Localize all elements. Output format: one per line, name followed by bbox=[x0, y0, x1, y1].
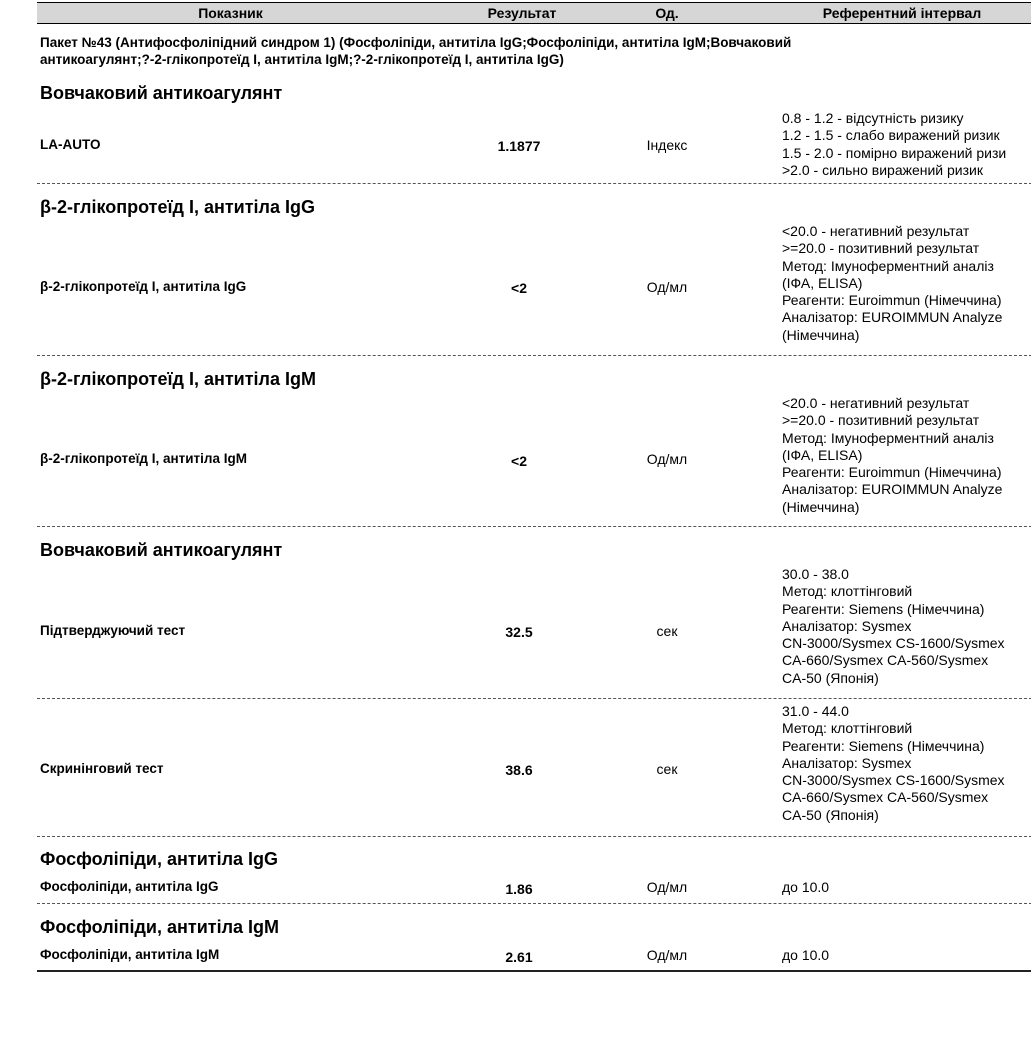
reference-line: CA-660/Sysmex CA-560/Sysmex bbox=[782, 789, 989, 806]
test-result: 2.61 bbox=[505, 949, 533, 965]
section-title: Фосфолiпiди, антитiла IgG bbox=[40, 849, 279, 869]
section-title: Вовчаковий антикоагулянт bbox=[40, 83, 283, 103]
reference-line: >2.0 - сильно виражений ризик bbox=[782, 161, 983, 178]
reference-interval bbox=[782, 703, 1005, 824]
reference-line: CA-50 (Японiя) bbox=[782, 806, 879, 823]
table-header bbox=[37, 2, 1031, 24]
reference-line: Аналiзатор: EUROIMMUN Analyze bbox=[782, 309, 1003, 326]
header-reference: Референтний інтервал bbox=[822, 5, 982, 21]
reference-line: до 10.0 bbox=[782, 879, 830, 895]
test-result: <2 bbox=[511, 453, 527, 469]
test-name: LA-AUTO bbox=[40, 137, 101, 152]
row-divider bbox=[37, 903, 1031, 904]
test-name: Фосфолiпiди, антитiла IgM bbox=[40, 947, 220, 962]
test-name: Скринiнговий тест bbox=[40, 761, 164, 776]
row-divider bbox=[37, 355, 1031, 356]
reference-line: Метод: Імуноферментний аналiз bbox=[782, 257, 994, 274]
reference-line: до 10.0 bbox=[782, 947, 830, 963]
test-result: 38.6 bbox=[505, 762, 533, 778]
package-line-1: Пакет №43 (Антифосфолiпiдний синдром 1) (Фосфолiпiди, антитiла IgG;Фосфолiпiди, антитiла IgM;Вовчаковий bbox=[40, 35, 792, 50]
reference-line: Реагенти: Siemens (Нiмеччина) bbox=[782, 600, 985, 617]
reference-line: (IФА, ELISA) bbox=[782, 274, 863, 291]
reference-line: CA-50 (Японiя) bbox=[782, 669, 879, 686]
reference-line: Реагенти: Euroimmun (Нiмеччина) bbox=[782, 292, 1002, 309]
reference-line: CA-660/Sysmex CA-560/Sysmex bbox=[782, 652, 989, 669]
header-result: Результат bbox=[487, 5, 557, 21]
reference-line: Реагенти: Euroimmun (Нiмеччина) bbox=[782, 464, 1002, 481]
header-name: Показник bbox=[198, 5, 263, 21]
test-unit: Од/мл bbox=[646, 947, 688, 963]
reference-line: Метод: клоттiнговий bbox=[782, 720, 913, 737]
test-name: Фосфолiпiди, антитiла IgG bbox=[40, 879, 219, 894]
test-unit: Од/мл bbox=[646, 451, 688, 467]
reference-line: CN-3000/Sysmex CS-1600/Sysmex bbox=[782, 772, 1005, 789]
reference-interval bbox=[782, 395, 1002, 516]
test-result: 32.5 bbox=[505, 624, 533, 640]
section-title: β-2-глiкопротеїд I, антитiла IgM bbox=[40, 369, 316, 389]
test-unit: сек bbox=[656, 623, 678, 639]
reference-line: (Нiмеччина) bbox=[782, 326, 860, 343]
reference-line: (Нiмеччина) bbox=[782, 498, 860, 515]
table-bottom-border bbox=[37, 970, 1031, 972]
row-divider bbox=[37, 526, 1031, 527]
reference-line: Реагенти: Siemens (Нiмеччина) bbox=[782, 737, 985, 754]
row-divider bbox=[37, 836, 1031, 837]
reference-line: 30.0 - 38.0 bbox=[782, 566, 849, 582]
test-result: <2 bbox=[511, 280, 527, 296]
reference-line: Метод: клоттiнговий bbox=[782, 583, 913, 600]
test-name: β-2-глiкопротеїд I, антитiла IgG bbox=[40, 279, 247, 294]
reference-line: 31.0 - 44.0 bbox=[782, 703, 849, 719]
reference-line: Метод: Імуноферментний аналiз bbox=[782, 429, 994, 446]
section-title: Фосфолiпiди, антитiла IgM bbox=[40, 917, 280, 937]
header-unit: Од. bbox=[655, 5, 679, 21]
test-name: β-2-глiкопротеїд I, антитiла IgM bbox=[40, 451, 247, 466]
reference-line: Аналiзатор: Sysmex bbox=[782, 754, 912, 771]
reference-line: Аналiзатор: Sysmex bbox=[782, 617, 912, 634]
test-name: Пiдтверджуючий тест bbox=[40, 623, 186, 638]
reference-line: <20.0 - негативний результат bbox=[782, 395, 970, 411]
reference-line: 1.5 - 2.0 - помiрно виражений ризи bbox=[782, 144, 1007, 161]
test-unit: Од/мл bbox=[646, 279, 688, 295]
section-title: β-2-глiкопротеїд I, антитiла IgG bbox=[40, 197, 315, 217]
reference-line: 0.8 - 1.2 - вiдсутнiсть ризику bbox=[782, 110, 964, 126]
reference-line: CN-3000/Sysmex CS-1600/Sysmex bbox=[782, 635, 1005, 652]
test-result: 1.86 bbox=[505, 881, 533, 897]
reference-interval bbox=[782, 110, 1006, 179]
package-title bbox=[40, 34, 1020, 68]
test-unit: сек bbox=[656, 761, 678, 777]
reference-line: Аналiзатор: EUROIMMUN Analyze bbox=[782, 481, 1003, 498]
section-title: Вовчаковий антикоагулянт bbox=[40, 540, 283, 560]
test-result: 1.1877 bbox=[497, 138, 541, 154]
row-divider bbox=[37, 183, 1031, 184]
reference-interval bbox=[782, 947, 829, 964]
row-divider bbox=[37, 698, 1031, 699]
test-unit: Од/мл bbox=[646, 879, 688, 895]
reference-line: <20.0 - негативний результат bbox=[782, 223, 970, 239]
reference-interval bbox=[782, 566, 1005, 687]
reference-line: >=20.0 - позитивний результат bbox=[782, 412, 980, 429]
reference-line: (IФА, ELISA) bbox=[782, 446, 863, 463]
reference-line: >=20.0 - позитивний результат bbox=[782, 240, 980, 257]
test-unit: Індекс bbox=[646, 137, 688, 153]
reference-interval bbox=[782, 223, 1002, 344]
reference-interval bbox=[782, 879, 829, 896]
package-line-2: антикоагулянт;?-2-глiкопротеїд I, антитiла IgM;?-2-глiкопротеїд I, антитiла IgG) bbox=[40, 52, 564, 67]
reference-line: 1.2 - 1.5 - слабо виражений ризик bbox=[782, 127, 1000, 144]
